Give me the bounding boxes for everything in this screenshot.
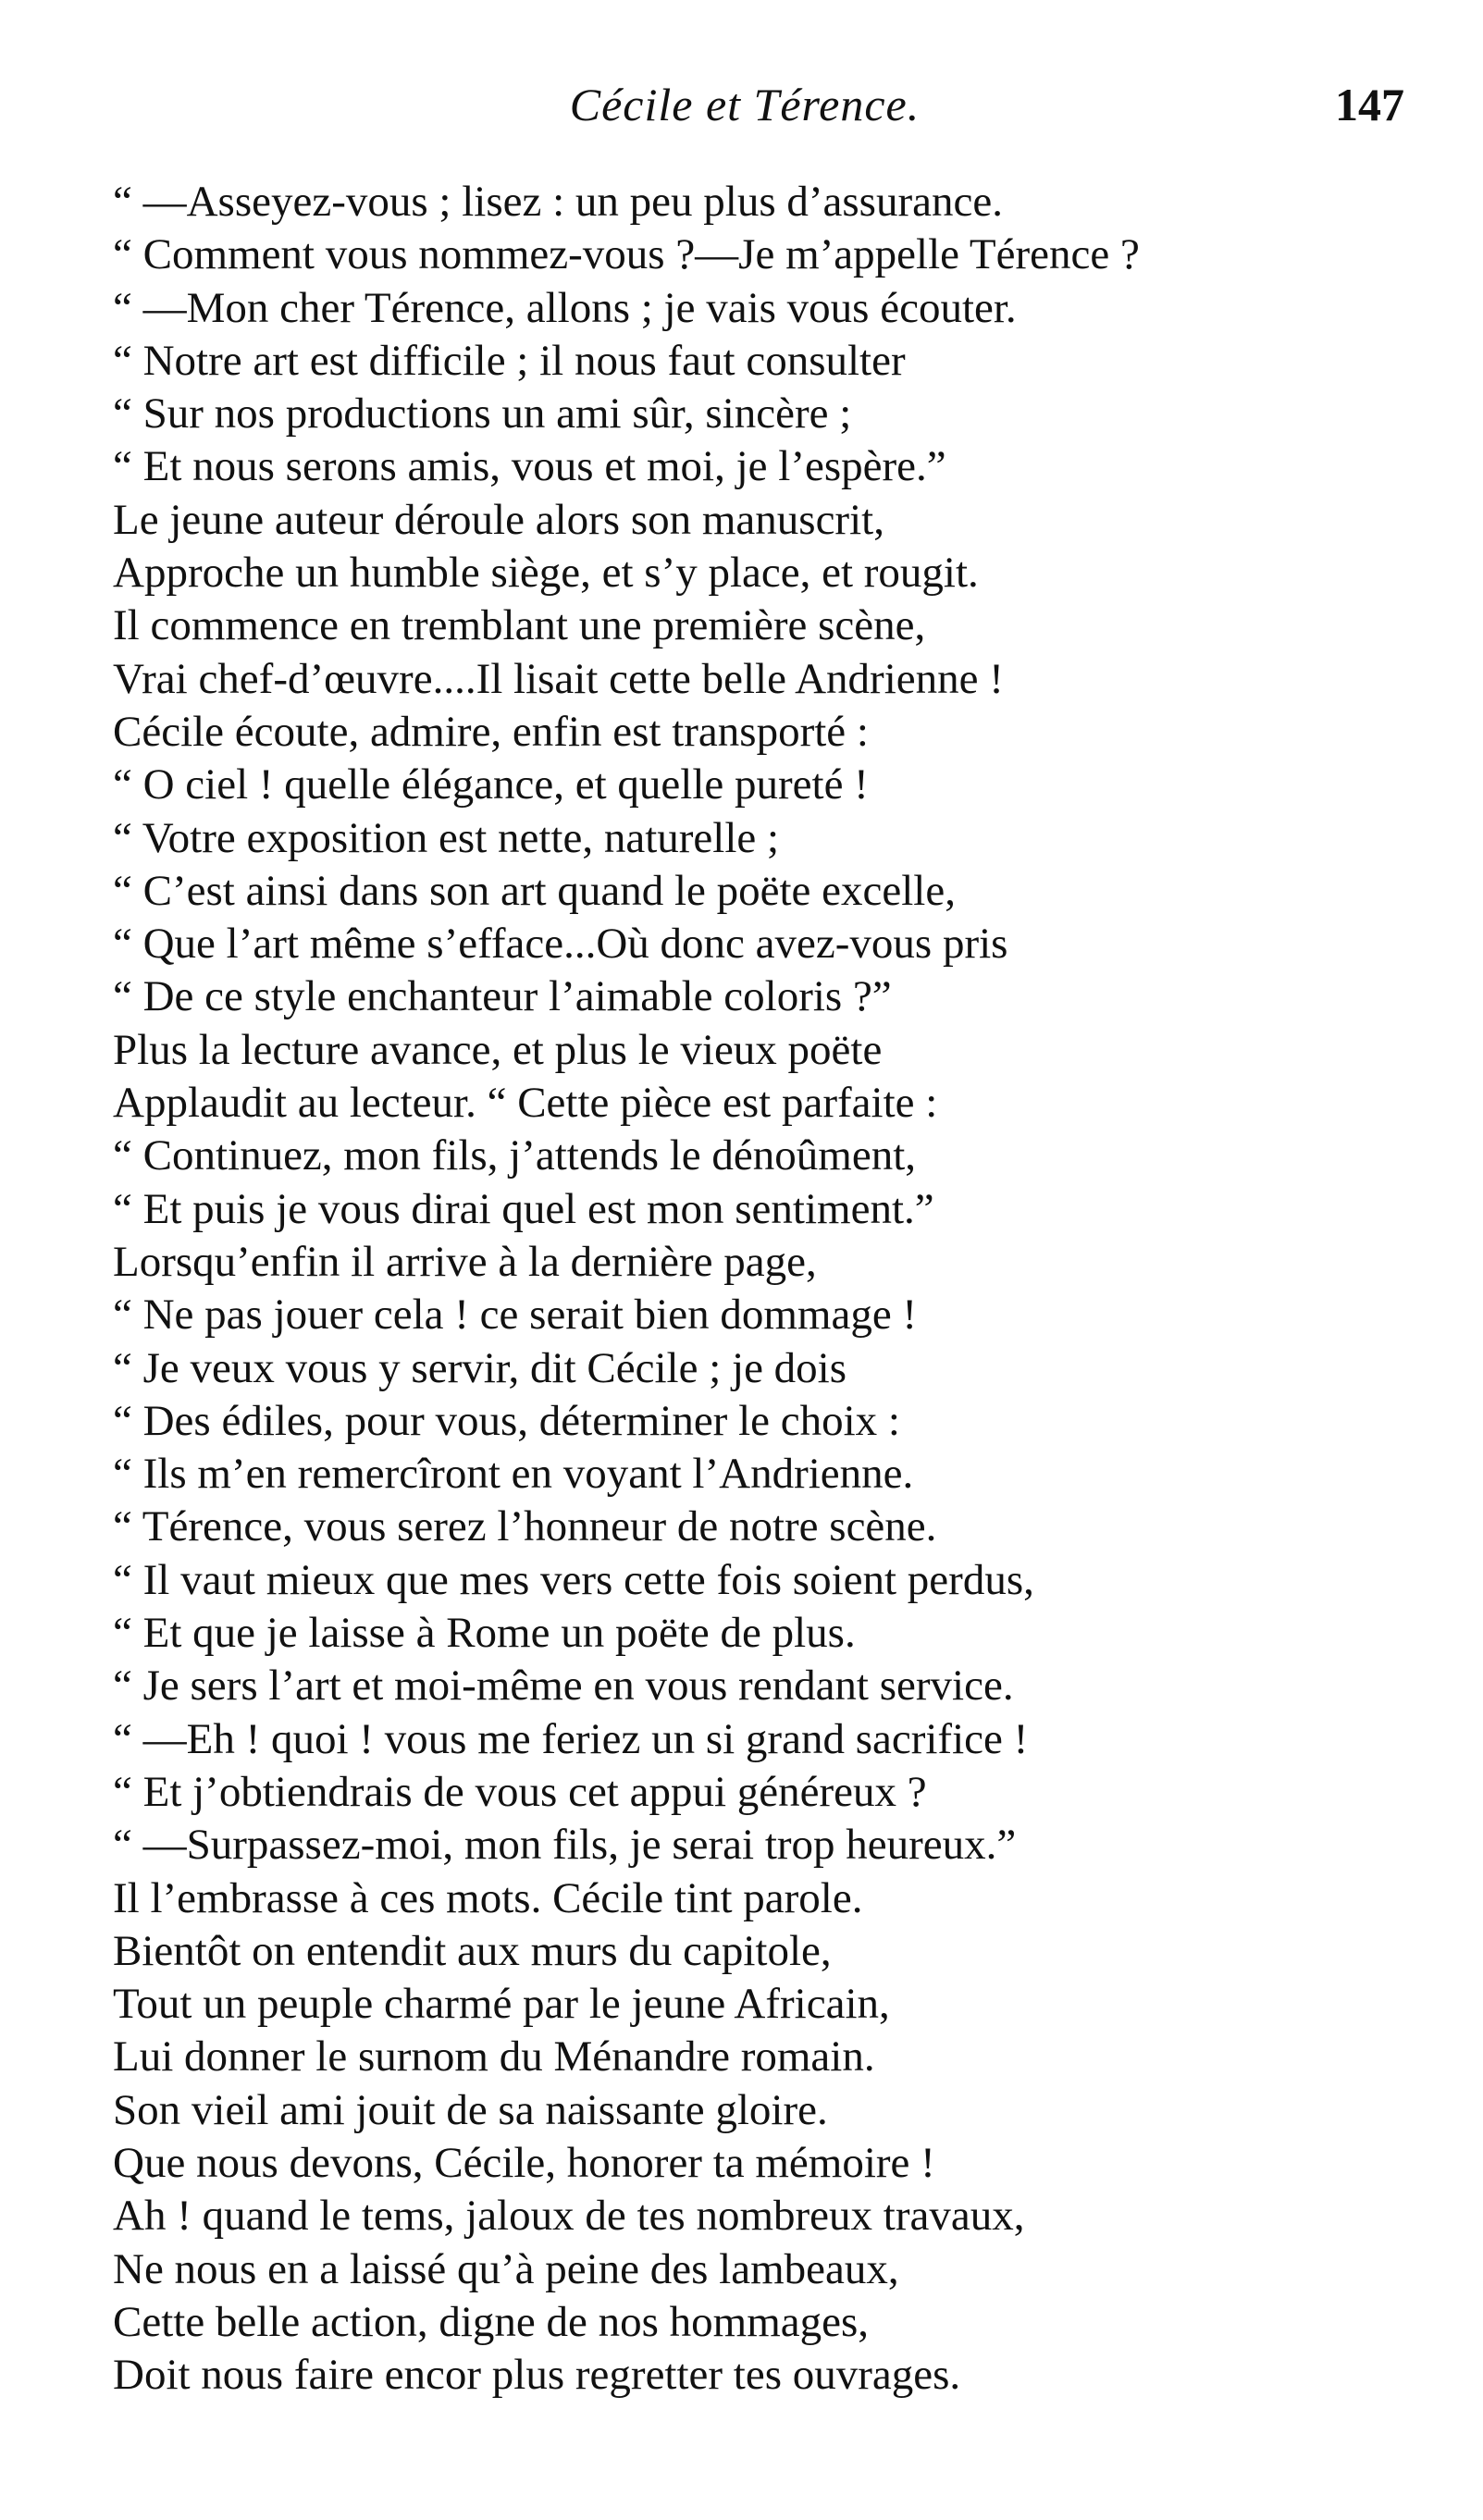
verse-line: “ —Asseyez-vous ; lisez : un peu plus d’assurance. (113, 178, 1003, 226)
running-title: Cécile et Térence. (569, 79, 921, 130)
verse-block (113, 176, 1408, 2402)
verse-line: Tout un peuple charmé par le jeune Africain, (113, 1980, 890, 2029)
verse-line: “ Et puis je vous dirai quel est mon sentiment.” (113, 1184, 934, 1233)
verse-line: Doit nous faire encor plus regretter tes ouvrages. (113, 2351, 961, 2400)
verse-line: “ —Mon cher Térence, allons ; je vais vous écouter. (113, 283, 1017, 332)
verse-line: “ Je sers l’art et moi-même en vous rendant service. (113, 1661, 1014, 1711)
verse-line: “ —Surpassez-moi, mon fils, je serai trop heureux.” (113, 1821, 1017, 1870)
verse-line: “ —Eh ! quoi ! vous me feriez un si grand sacrifice ! (113, 1714, 1029, 1763)
verse-line: Applaudit au lecteur. “ Cette pièce est parfaite : (113, 1079, 938, 1128)
verse-line: Vrai chef-d’œuvre....Il lisait cette belle Andrienne ! (113, 654, 1004, 703)
verse-line: “ Comment vous nommez-vous ?—Je m’appelle Térence ? (113, 230, 1140, 279)
verse-line: “ Votre exposition est nette, naturelle ; (113, 813, 780, 862)
verse-line: “ Térence, vous serez l’honneur de notre scène. (113, 1502, 937, 1551)
verse-line: “ Il vaut mieux que mes vers cette fois soient perdus, (113, 1555, 1034, 1604)
verse-line: “ Sur nos productions un ami sûr, sincère ; (113, 389, 852, 439)
running-header (111, 72, 1404, 137)
verse-line: “ Que l’art même s’efface...Où donc avez-vous pris (113, 920, 1008, 969)
verse-line: “ Et que je laisse à Rome un poëte de plus. (113, 1609, 856, 1658)
verse-line: Ah ! quand le tems, jaloux de tes nombreux travaux, (113, 2192, 1025, 2241)
verse-line: Plus la lecture avance, et plus le vieux poëte (113, 1025, 883, 1074)
verse-line: Lorsqu’enfin il arrive à la dernière page, (113, 1237, 817, 1286)
verse-line: “ Et j’obtiendrais de vous cet appui généreux ? (113, 1767, 927, 1816)
verse-line: Il l’embrasse à ces mots. Cécile tint parole. (113, 1873, 863, 1922)
verse-line: Que nous devons, Cécile, honorer ta mémoire ! (113, 2138, 935, 2187)
verse-line: “ De ce style enchanteur l’aimable coloris ?” (113, 972, 892, 1021)
verse-line: “ Continuez, mon fils, j’attends le dénoûment, (113, 1131, 917, 1180)
verse-line: “ Ne pas jouer cela ! ce serait bien dommage ! (113, 1291, 918, 1340)
verse-line: Ne nous en a laissé qu’à peine des lambeaux, (113, 2244, 899, 2293)
verse-line: Le jeune auteur déroule alors son manuscrit, (113, 495, 884, 544)
verse-line: Cécile écoute, admire, enfin est transporté : (113, 707, 869, 756)
verse-line: Cette belle action, digne de nos hommages, (113, 2297, 870, 2346)
verse-line: “ Ils m’en remercîront en voyant l’Andrienne. (113, 1450, 914, 1499)
verse-line: Il commence en tremblant une première scène, (113, 601, 926, 650)
verse-line: Son vieil ami jouit de sa naissante gloire. (113, 2085, 828, 2134)
verse-line: “ Des édiles, pour vous, déterminer le choix : (113, 1396, 900, 1445)
verse-line: “ Je veux vous y servir, dit Cécile ; je dois (113, 1343, 847, 1392)
verse-line: “ Et nous serons amis, vous et moi, je l’espère.” (113, 442, 946, 491)
verse-line: “ O ciel ! quelle élégance, et quelle pureté ! (113, 760, 869, 809)
verse-line: “ Notre art est difficile ; il nous faut consulter (113, 336, 906, 385)
verse-line: Lui donner le surnom du Ménandre romain. (113, 2032, 875, 2081)
page-number: 147 (1335, 79, 1404, 130)
verse-line: “ C’est ainsi dans son art quand le poëte excelle, (113, 866, 956, 915)
verse-line: Approche un humble siège, et s’y place, et rougit. (113, 549, 979, 598)
verse-line: Bientôt on entendit aux murs du capitole, (113, 1926, 832, 1975)
